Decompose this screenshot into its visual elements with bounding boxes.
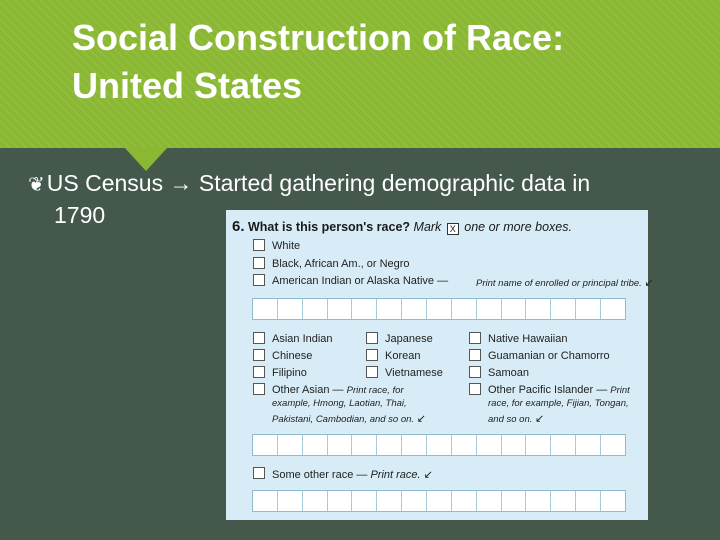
option-native-hawaiian: Native Hawaiian xyxy=(488,333,568,345)
checkbox-other-asian[interactable] xyxy=(253,383,265,395)
question-number: 6. xyxy=(232,218,245,235)
other-pacific-note-3-text: and so on. xyxy=(488,414,533,425)
bullet-text-line-1: US Census → Started gathering demographic data in xyxy=(46,170,591,196)
option-some-other-race xyxy=(272,468,433,481)
checkbox-japanese[interactable] xyxy=(366,332,378,344)
checkbox-native-hawaiian[interactable] xyxy=(469,332,481,344)
checkbox-korean[interactable] xyxy=(366,349,378,361)
checkbox-guamanian[interactable] xyxy=(469,349,481,361)
other-asian-note-3-text: Pakistani, Cambodian, and so on. xyxy=(272,414,415,425)
other-pacific-note-2: race, for example, Fijian, Tongan, xyxy=(488,398,629,409)
option-black: Black, African Am., or Negro xyxy=(272,258,410,270)
other-pacific-note-3 xyxy=(488,412,544,425)
x-mark-icon: X xyxy=(447,223,459,235)
checkbox-vietnamese[interactable] xyxy=(366,366,378,378)
other-asian-note-1: Print race, for xyxy=(346,385,404,396)
option-japanese: Japanese xyxy=(385,333,433,345)
instruction-pre: Mark xyxy=(413,220,442,234)
checkbox-white[interactable] xyxy=(253,239,265,251)
some-other-race-note: Print race. xyxy=(370,469,421,481)
arrow-down-left-icon: ↙ xyxy=(423,469,433,481)
tribe-write-in-box[interactable] xyxy=(252,298,626,320)
checkbox-asian-indian[interactable] xyxy=(253,332,265,344)
asian-pacific-write-in-box[interactable] xyxy=(252,434,626,456)
slide-title xyxy=(72,14,692,110)
option-filipino: Filipino xyxy=(272,367,307,379)
checkbox-filipino[interactable] xyxy=(253,366,265,378)
arrow-down-left-icon: ↙ xyxy=(416,413,426,425)
instruction-post: one or more boxes. xyxy=(464,220,572,234)
feather-quill-icon: ❦ xyxy=(28,174,45,196)
option-some-other-race-label: Some other race — xyxy=(272,469,368,481)
arrow-down-left-icon: ↙ xyxy=(644,277,654,289)
checkbox-samoan[interactable] xyxy=(469,366,481,378)
checkbox-black[interactable] xyxy=(253,257,265,269)
other-asian-note-3 xyxy=(272,412,426,425)
question-header xyxy=(232,218,572,235)
option-other-asian xyxy=(272,384,404,396)
question-text: What is this person's race? xyxy=(248,220,411,234)
option-korean: Korean xyxy=(385,350,421,362)
tribe-note xyxy=(476,276,654,289)
other-asian-note-2: example, Hmong, Laotian, Thai, xyxy=(272,398,407,409)
title-line-1: Social Construction of Race: xyxy=(72,17,565,58)
option-other-pacific-islander xyxy=(488,384,630,396)
checkbox-other-pacific-islander[interactable] xyxy=(469,383,481,395)
option-white: White xyxy=(272,240,301,252)
option-vietnamese: Vietnamese xyxy=(385,367,443,379)
option-samoan: Samoan xyxy=(488,367,529,379)
arrow-down-left-icon: ↙ xyxy=(535,413,545,425)
option-asian-indian: Asian Indian xyxy=(272,333,333,345)
other-race-write-in-box[interactable] xyxy=(252,490,626,512)
option-other-pacific-label: Other Pacific Islander — xyxy=(488,384,608,396)
checkbox-chinese[interactable] xyxy=(253,349,265,361)
option-american-indian: American Indian or Alaska Native — xyxy=(272,275,449,287)
tribe-note-text: Print name of enrolled or principal tribe. xyxy=(476,278,642,289)
checkbox-american-indian[interactable] xyxy=(253,274,265,286)
option-other-asian-label: Other Asian — xyxy=(272,384,344,396)
other-pacific-note-1: Print xyxy=(610,385,630,396)
option-chinese: Chinese xyxy=(272,350,313,362)
option-guamanian: Guamanian or Chamorro xyxy=(488,350,610,362)
bullet-text-line-2: 1790 xyxy=(54,202,106,228)
title-line-2: United States xyxy=(72,65,303,106)
checkbox-some-other-race[interactable] xyxy=(253,467,265,479)
census-form-image xyxy=(226,210,654,520)
